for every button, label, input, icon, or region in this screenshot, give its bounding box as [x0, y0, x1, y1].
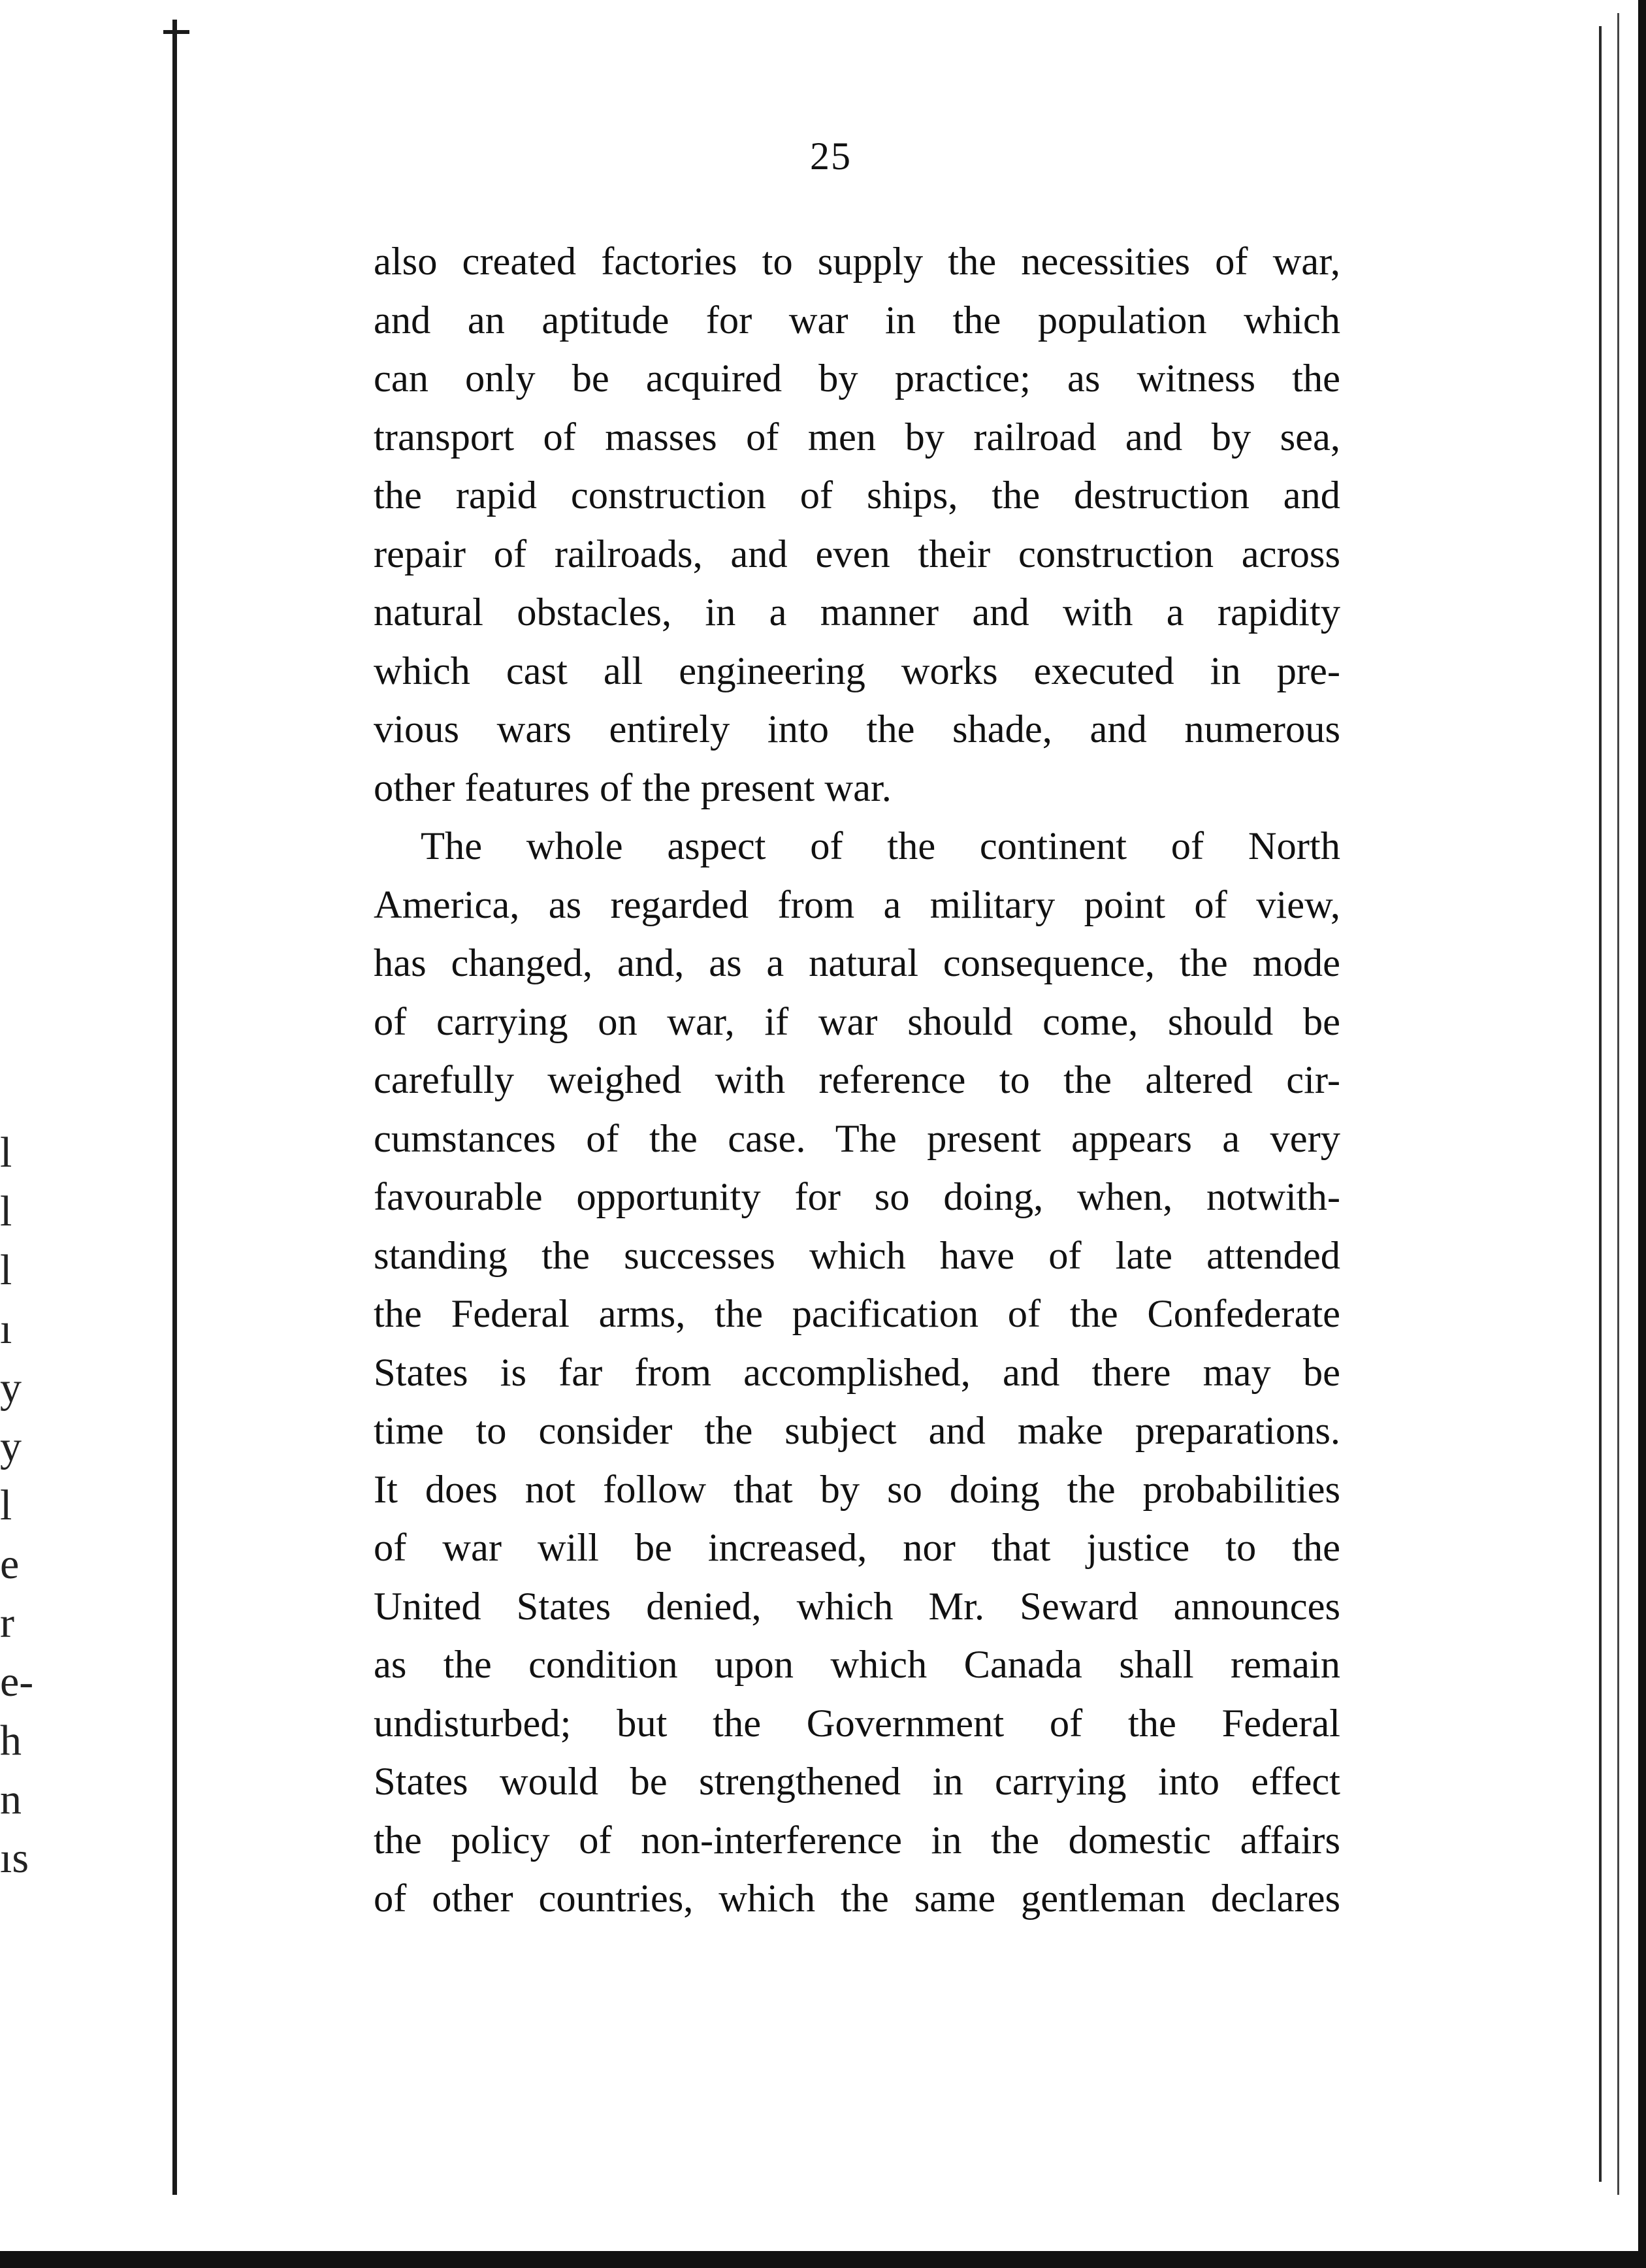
bleed-letter: l: [0, 1129, 12, 1176]
bleed-letter: ı: [0, 1305, 12, 1353]
paragraph-end-line: other features of the present war.: [374, 766, 892, 810]
text-line: repair of railroads, and even their construction across: [374, 532, 1340, 576]
text-line: can only be acquired by practice; as witness the: [374, 357, 1340, 400]
right-page-edge-outer: [1638, 0, 1646, 2268]
page-number: 25: [810, 135, 852, 178]
text-line: standing the successes which have of late attended: [374, 1233, 1340, 1278]
text-line: of war will be increased, nor that justice to the: [374, 1526, 1340, 1570]
text-line: the Federal arms, the pacification of the Confederate: [374, 1292, 1340, 1336]
bleed-letter: e-: [0, 1658, 34, 1706]
text-line: States is far from accomplished, and there may be: [374, 1350, 1340, 1395]
right-page-edge-mid: [1617, 13, 1619, 2195]
text-line: cumstances of the case. The present appears a very: [374, 1116, 1340, 1161]
text-line: as the condition upon which Canada shall remain: [374, 1643, 1340, 1687]
text-line: which cast all engineering works executed in pre-: [374, 649, 1340, 693]
text-line: carefully weighed with reference to the altered cir-: [374, 1058, 1340, 1102]
text-line: time to consider the subject and make preparations.: [374, 1409, 1340, 1453]
bleed-letter: e: [0, 1540, 20, 1588]
text-line: States would be strengthened in carrying into effect: [374, 1760, 1340, 1804]
right-page-edge-inner: [1599, 26, 1602, 2182]
text-line: of carrying on war, if war should come, should be: [374, 999, 1340, 1044]
body-text: [374, 233, 1340, 1928]
text-line: and an aptitude for war in the population which: [374, 298, 1340, 342]
text-line: America, as regarded from a military point of view,: [374, 883, 1340, 927]
text-line: the rapid construction of ships, the destruction and: [374, 474, 1340, 517]
paragraph-start-line: The whole aspect of the continent of North: [421, 824, 1340, 868]
gutter-tick-mark: [163, 30, 189, 34]
bleed-letter: r: [0, 1599, 14, 1647]
text-line: vious wars entirely into the shade, and numerous: [374, 707, 1340, 751]
bleed-letter: l: [0, 1188, 12, 1235]
bottom-page-edge: [0, 2251, 1646, 2268]
text-line: has changed, and, as a natural consequence, the mode: [374, 941, 1340, 985]
text-line: natural obstacles, in a manner and with a rapidity: [374, 591, 1340, 634]
bleed-letter: ıs: [0, 1834, 29, 1882]
text-line: also created factories to supply the necessities of war,: [374, 240, 1340, 284]
bleed-letter: h: [0, 1717, 22, 1764]
text-line: the policy of non-interference in the domestic affairs: [374, 1818, 1340, 1862]
text-line: undisturbed; but the Government of the Federal: [374, 1701, 1340, 1745]
text-line: of other countries, which the same gentleman declares: [374, 1877, 1340, 1920]
bleed-letter: y: [0, 1364, 22, 1412]
text-line: United States denied, which Mr. Seward announces: [374, 1584, 1340, 1628]
bleed-letter: l: [0, 1482, 12, 1529]
bleed-letter: n: [0, 1775, 22, 1823]
bleed-letter: y: [0, 1423, 22, 1470]
text-line: It does not follow that by so doing the probabilities: [374, 1467, 1340, 1512]
facing-page-bleed: [0, 1124, 34, 1888]
text-line: favourable opportunity for so doing, when, notwith-: [374, 1175, 1340, 1219]
page-gutter-line: [172, 20, 177, 2195]
bleed-letter: l: [0, 1246, 12, 1294]
text-line: transport of masses of men by railroad and by sea,: [374, 415, 1340, 459]
